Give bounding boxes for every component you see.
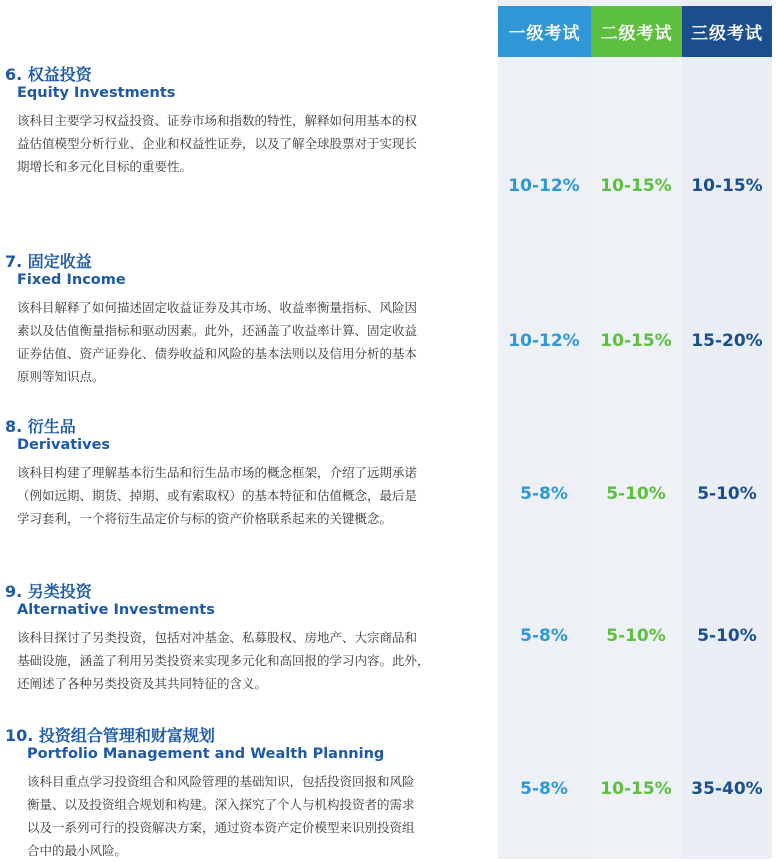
section-title: 10. 投资组合管理和财富规划 bbox=[5, 726, 215, 745]
section-description bbox=[27, 770, 467, 862]
portfolio-level1-weight: 5-8% bbox=[520, 779, 568, 799]
description-line: 合中的最小风险。 bbox=[27, 843, 128, 858]
alternative-level2-weight: 5-10% bbox=[606, 626, 666, 646]
description-line: 学习套利，一个将衍生品定价与标的资产价格联系起来的关键概念。 bbox=[17, 511, 393, 526]
section-description bbox=[17, 109, 457, 178]
description-line: 素以及估值衡量指标和驱动因素。此外，还涵盖了收益率计算、固定收益 bbox=[17, 323, 418, 338]
description-line: 原则等知识点。 bbox=[17, 369, 105, 384]
section-description bbox=[17, 626, 457, 695]
alternative-level1-weight: 5-8% bbox=[520, 626, 568, 646]
description-line: 该科目主要学习权益投资、证券市场和指数的特性，解释如何用基本的权 bbox=[17, 113, 418, 128]
section-subtitle: Fixed Income bbox=[17, 272, 126, 288]
level2-header: 二级考试 bbox=[591, 6, 682, 57]
section-subtitle: Equity Investments bbox=[17, 85, 176, 101]
section-subtitle: Alternative Investments bbox=[17, 602, 215, 618]
description-line: 该科目构建了理解基本衍生品和衍生品市场的概念框架，介绍了远期承诺 bbox=[17, 465, 418, 480]
section-subtitle: Portfolio Management and Wealth Planning bbox=[27, 746, 385, 762]
fixed-income-level3-weight: 15-20% bbox=[691, 331, 763, 351]
derivatives-level2-weight: 5-10% bbox=[606, 484, 666, 504]
section-description bbox=[17, 461, 457, 530]
portfolio-level2-weight: 10-15% bbox=[600, 779, 672, 799]
description-line: 还阐述了各种另类投资及其共同特征的含义。 bbox=[17, 676, 268, 691]
derivatives-level1-weight: 5-8% bbox=[520, 484, 568, 504]
level2-column-background bbox=[591, 0, 682, 859]
section-title: 9. 另类投资 bbox=[5, 582, 92, 601]
description-line: 该科目重点学习投资组合和风险管理的基础知识，包括投资回报和风险 bbox=[27, 774, 415, 789]
description-line: 证券估值、资产证券化、债券收益和风险的基本法则以及信用分析的基本 bbox=[17, 346, 418, 361]
fixed-income-level1-weight: 10-12% bbox=[508, 331, 580, 351]
derivatives-level3-weight: 5-10% bbox=[697, 484, 757, 504]
level3-header: 三级考试 bbox=[682, 6, 772, 57]
equity-level1-weight: 10-12% bbox=[508, 176, 580, 196]
section-title: 8. 衍生品 bbox=[5, 417, 76, 436]
description-line: 益估值模型分析行业、企业和权益性证券，以及了解全球股票对于实现长 bbox=[17, 136, 418, 151]
level3-column-background bbox=[682, 0, 772, 859]
equity-level2-weight: 10-15% bbox=[600, 176, 672, 196]
section-description bbox=[17, 296, 457, 388]
description-line: 衡量、以及投资组合规划和构建。深入探究了个人与机构投资者的需求 bbox=[27, 797, 415, 812]
description-line: 期增长和多元化目标的重要性。 bbox=[17, 159, 193, 174]
description-line: （例如远期、期货、掉期、或有索取权）的基本特征和估值概念，最后是 bbox=[17, 488, 418, 503]
level1-header: 一级考试 bbox=[498, 6, 591, 57]
description-line: 该科目探讨了另类投资，包括对冲基金、私募股权、房地产、大宗商品和 bbox=[17, 630, 418, 645]
description-line: 基础设施，涵盖了利用另类投资来实现多元化和高回报的学习内容。此外， bbox=[17, 653, 430, 668]
section-title: 7. 固定收益 bbox=[5, 252, 92, 271]
portfolio-level3-weight: 35-40% bbox=[691, 779, 763, 799]
section-title: 6. 权益投资 bbox=[5, 65, 92, 84]
description-line: 该科目解释了如何描述固定收益证券及其市场、收益率衡量指标、风险因 bbox=[17, 300, 418, 315]
description-line: 以及一系列可行的投资解决方案，通过资本资产定价模型来识别投资组 bbox=[27, 820, 415, 835]
alternative-level3-weight: 5-10% bbox=[697, 626, 757, 646]
section-subtitle: Derivatives bbox=[17, 437, 111, 453]
fixed-income-level2-weight: 10-15% bbox=[600, 331, 672, 351]
level1-column-background bbox=[498, 0, 591, 859]
equity-level3-weight: 10-15% bbox=[691, 176, 763, 196]
